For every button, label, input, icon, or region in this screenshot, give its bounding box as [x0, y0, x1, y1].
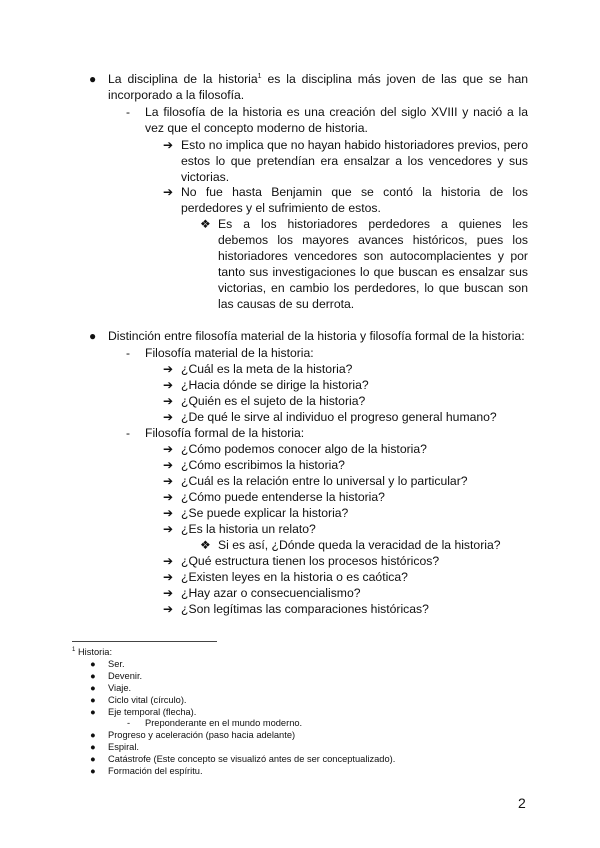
bullet-dot: ●	[90, 671, 96, 681]
bullet-dot: ●	[90, 683, 96, 693]
bullet-dot: ●	[90, 707, 96, 717]
section1-sub: La filosofía de la historia es una creación del siglo XVIII y nació a la vez que el concepto moderno de historia.	[145, 105, 528, 135]
footnote-item: Devenir.	[108, 671, 143, 681]
material-title: Filosofía material de la historia:	[145, 346, 314, 360]
footnote-reference[interactable]: 1	[257, 72, 262, 80]
arrow-icon: ➔	[163, 474, 174, 488]
arrow-icon: ➔	[163, 490, 174, 504]
formal-item: ¿Cómo podemos conocer algo de la historia?	[181, 442, 427, 456]
formal-item: ¿Hay azar o consecuencialismo?	[181, 586, 361, 600]
arrow-icon: ➔	[163, 410, 174, 424]
arrow-icon: ➔	[163, 506, 174, 520]
arrow-icon: ➔	[163, 378, 174, 392]
material-item: ¿De qué le sirve al individuo el progreso general humano?	[181, 410, 497, 424]
arrow-icon: ➔	[163, 522, 174, 536]
bullet-dash: -	[126, 346, 130, 360]
arrow-icon: ➔	[163, 570, 174, 584]
section2-intro: Distinción entre filosofía material de la historia y filosofía formal de la historia:	[108, 329, 525, 343]
material-item: ¿Quién es el sujeto de la historia?	[181, 394, 366, 408]
arrow-icon: ➔	[163, 442, 174, 456]
bullet-dot: ●	[90, 766, 96, 776]
arrow-icon: ➔	[163, 602, 174, 616]
formal-item: ¿Existen leyes en la historia o es caótica?	[181, 570, 408, 584]
footnote-item: Ciclo vital (círculo).	[108, 695, 187, 705]
bullet-dash: -	[126, 426, 130, 440]
page-number: 2	[518, 795, 526, 811]
arrow-icon: ➔	[163, 362, 174, 376]
arrow-icon: ➔	[163, 458, 174, 472]
diamond-icon: ❖	[200, 538, 211, 552]
formal-item: ¿Son legítimas las comparaciones históricas?	[181, 602, 429, 616]
formal-title: Filosofía formal de la historia:	[145, 426, 305, 440]
bullet-dot: ●	[89, 329, 97, 343]
footnote-item: Ser.	[108, 659, 125, 669]
formal-item: ¿Es la historia un relato?	[181, 522, 316, 536]
material-item: ¿Cuál es la meta de la historia?	[181, 362, 353, 376]
bullet-dash: -	[126, 105, 130, 119]
formal-item: ¿Cuál es la relación entre lo universal y lo particular?	[181, 474, 468, 488]
formal-item: ¿Cómo puede entenderse la historia?	[181, 490, 385, 504]
formal-item: ¿Qué estructura tienen los procesos históricos?	[181, 554, 440, 568]
arrow-icon: ➔	[163, 554, 174, 568]
arrow-icon: ➔	[163, 138, 174, 152]
section1-intro: La disciplina de la historia$^1$ es la disciplina más joven de las que se han incorporado a la filosofía.	[108, 72, 529, 102]
arrow-icon: ➔	[163, 394, 174, 408]
bullet-dot: ●	[89, 72, 97, 86]
footnote-item: Formación del espíritu.	[108, 766, 203, 776]
material-item: ¿Hacia dónde se dirige la historia?	[181, 378, 369, 392]
bullet-dot: ●	[90, 659, 96, 669]
formal-item: ¿Se puede explicar la historia?	[181, 506, 349, 520]
footnote-title: $^1$ Historia:	[72, 646, 113, 657]
section1-diamond: Es a los historiadores perdedores a quienes les debemos los mayores avances históricos, pues los historiadores vencedores son autocomplacientes y por tanto sus investigaciones lo que buscan es ensalzar sus victorias, en cambio los perdedores, lo que buscan son las causas de su derrota.	[218, 217, 528, 311]
bullet-dot: ●	[90, 742, 96, 752]
footnote-item: Progreso y aceleración (paso hacia adelante)	[108, 730, 296, 740]
bullet-dash: -	[127, 718, 131, 728]
footnote-item: Viaje.	[108, 683, 132, 693]
section1-arrow2: No fue hasta Benjamin que se contó la historia de los perdedores y el sufrimiento de estos.	[181, 185, 528, 215]
footnote-separator	[72, 641, 217, 642]
arrow-icon: ➔	[163, 185, 174, 199]
bullet-dot: ●	[90, 695, 96, 705]
arrow-icon: ➔	[163, 586, 174, 600]
footnote-item: Espiral.	[108, 742, 140, 752]
footnote-item: Eje temporal (flecha).	[108, 707, 197, 717]
diamond-icon: ❖	[200, 217, 211, 231]
footnote-sub-item: Preponderante en el mundo moderno.	[145, 718, 303, 728]
formal-item: ¿Cómo escribimos la historia?	[181, 458, 345, 472]
footnote-item: Catástrofe (Este concepto se visualizó antes de ser conceptualizado).	[108, 754, 396, 764]
section1-arrow1: Esto no implica que no hayan habido historiadores previos, pero estos lo que pretendían era ensalzar a los vencedores y sus victorias.	[181, 138, 528, 184]
formal-sub-item: Si es así, ¿Dónde queda la veracidad de la historia?	[218, 538, 501, 552]
bullet-dot: ●	[90, 754, 96, 764]
bullet-dot: ●	[90, 730, 96, 740]
